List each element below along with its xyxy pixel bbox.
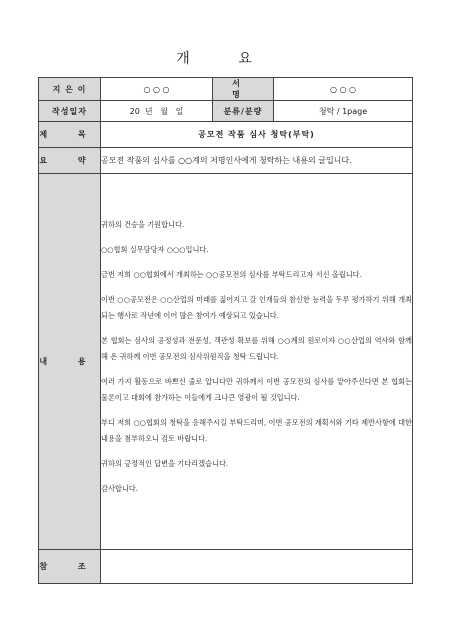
content-paragraph: ○○협회 실무담당자 ○○○입니다. (101, 245, 209, 254)
date-row (39, 101, 413, 122)
document-table (38, 77, 413, 584)
content-label: 내 용 (39, 174, 101, 550)
summary-row (39, 148, 413, 174)
author-row (39, 78, 413, 101)
category-value: 청탁 / 1page (274, 101, 413, 122)
content-paragraph: 귀하의 건승을 기원합니다. (101, 220, 185, 229)
content-paragraph: 귀하의 긍정적인 답변을 기다리겠습니다. (101, 459, 229, 468)
content-paragraph: 금번 저희 ○○협회에서 개최하는 ○○공모전의 심사를 부탁드리고자 서신 올립니다. (101, 270, 362, 279)
content-row (39, 174, 413, 550)
author-label: 지 은 이 (39, 78, 101, 101)
signature-value: ○ ○ ○ (274, 78, 413, 101)
subject-label: 제 목 (39, 122, 101, 148)
summary-label: 요 약 (39, 148, 101, 174)
subject-row (39, 122, 413, 148)
date-value: 20 년 월 일 (101, 101, 213, 122)
summary-value: 공모전 작품의 심사를 ○○계의 저명인사에게 청탁하는 내용의 글입니다. (101, 148, 413, 174)
content-paragraph: 본 협회는 심사의 공정성과 전문성, 객관성 확보를 위해 ○○계의 원로이자 ○○산업의 역사와 함께해 온 귀하께 이번 공모전의 심사위원직을 청탁 드립니다. (101, 336, 412, 361)
content-paragraph: 감사합니다. (101, 484, 139, 493)
document-title: 개 요 (176, 51, 274, 67)
content-body (101, 174, 413, 550)
content-paragraph: 부디 저희 ○○협회의 청탁을 응해주시길 부탁드리며, 이번 공모전의 계획서와 기타 제반사항에 대한 내용을 첨부하오니 검토 바랍니다. (101, 418, 412, 443)
reference-label: 참 조 (39, 550, 101, 584)
content-paragraph: 여러 가지 활동으로 바쁘신 줄로 압니다만 귀하께서 이번 공모전의 심사를 맡아주신다면 본 협회는 물론이고 대회에 참가하는 이들에게 크나큰 영광이 될 것입니다. (101, 377, 412, 402)
signature-label: 서 명 (213, 78, 274, 101)
subject-value: 공모전 작품 심사 청탁(부탁) (101, 122, 413, 148)
reference-row (39, 550, 413, 584)
content-paragraph: 이번 ○○공모전은 ○○산업의 미래를 짊어지고 갈 인재들의 참신한 능력을 두루 평가하기 위해 개최되는 행사로 작년에 이어 많은 참여가 예상되고 있습니다. (101, 295, 412, 320)
reference-value (101, 550, 413, 584)
date-label: 작성일자 (39, 101, 101, 122)
author-value: ○ ○ ○ (101, 78, 213, 101)
category-label: 분류/분량 (213, 101, 274, 122)
